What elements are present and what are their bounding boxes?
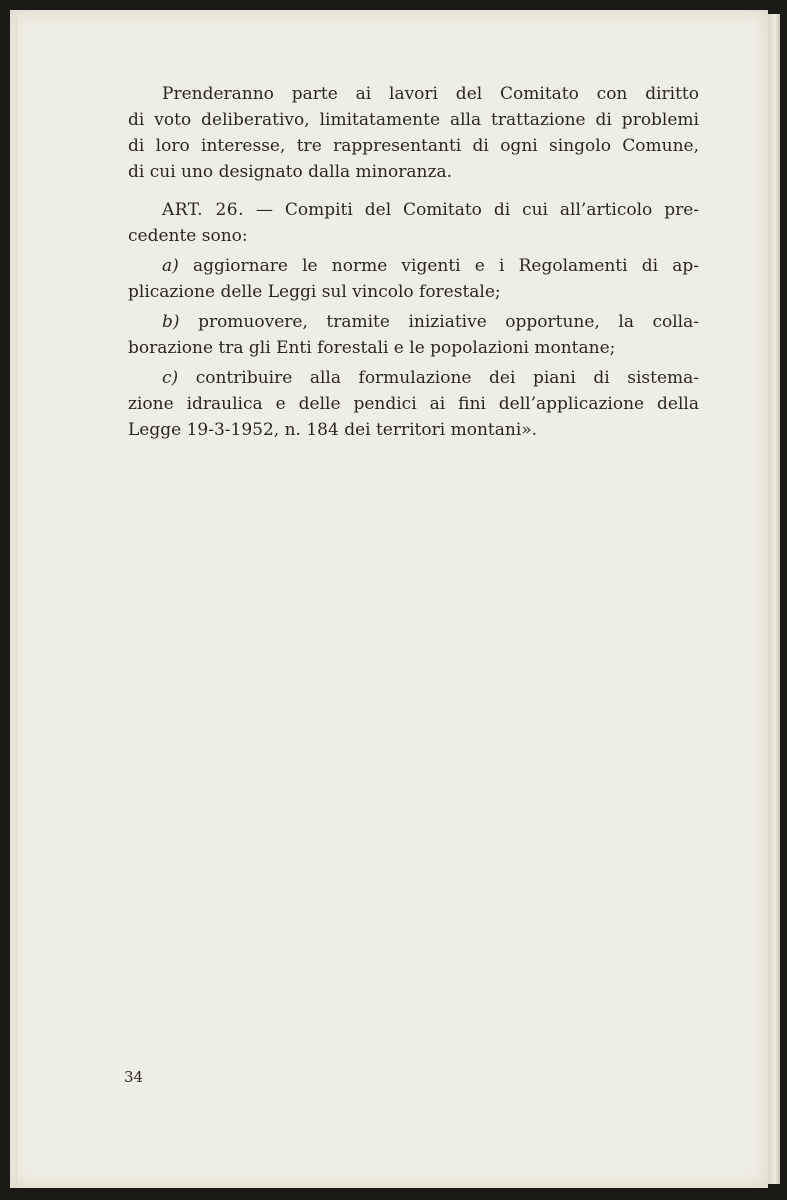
text-line: plicazione delle Leggi sul vincolo forestale; xyxy=(128,282,501,302)
text-line: Legge 19-3-1952, n. 184 dei territori montani». xyxy=(128,420,538,440)
text-line: aggiornare le norme vigenti e i Regolamenti di ap- xyxy=(192,256,699,276)
page-number: 34 xyxy=(124,1068,144,1086)
text-line: promuovere, tramite iniziative opportune, la colla- xyxy=(198,312,699,332)
page-body-text xyxy=(128,81,699,443)
article-first-line xyxy=(128,197,699,223)
item-first-line xyxy=(128,365,699,391)
item-marker: a) xyxy=(162,256,179,276)
article-label: ART. 26. xyxy=(162,200,244,220)
article-26 xyxy=(128,197,699,249)
text-line: di cui uno designato dalla minoranza. xyxy=(128,162,452,182)
item-marker: b) xyxy=(162,312,180,332)
list-item-a xyxy=(128,253,699,305)
text-line: di voto deliberativo, limitatamente alla trattazione di problemi xyxy=(128,110,699,130)
article-dash: — xyxy=(255,200,273,220)
text-line: cedente sono: xyxy=(128,226,248,246)
text-line: Compiti del Comitato di cui all’articolo pre- xyxy=(284,200,700,220)
text-line: contribuire alla formulazione dei piani di sistema- xyxy=(195,368,700,388)
paragraph-comitato-members xyxy=(128,81,699,185)
text-line: Prenderanno parte ai lavori del Comitato con diritto xyxy=(162,84,699,104)
item-marker: c) xyxy=(162,368,179,388)
list-item-c xyxy=(128,365,699,443)
text-line: zione idraulica e delle pendici ai fini dell’applicazione della xyxy=(128,394,699,414)
item-first-line xyxy=(128,309,699,335)
text-line: di loro interesse, tre rappresentanti di ogni singolo Comune, xyxy=(128,136,699,156)
text-line: borazione tra gli Enti forestali e le popolazioni montane; xyxy=(128,338,616,358)
next-page-edge xyxy=(768,14,780,1184)
list-item-b xyxy=(128,309,699,361)
item-first-line xyxy=(128,253,699,279)
